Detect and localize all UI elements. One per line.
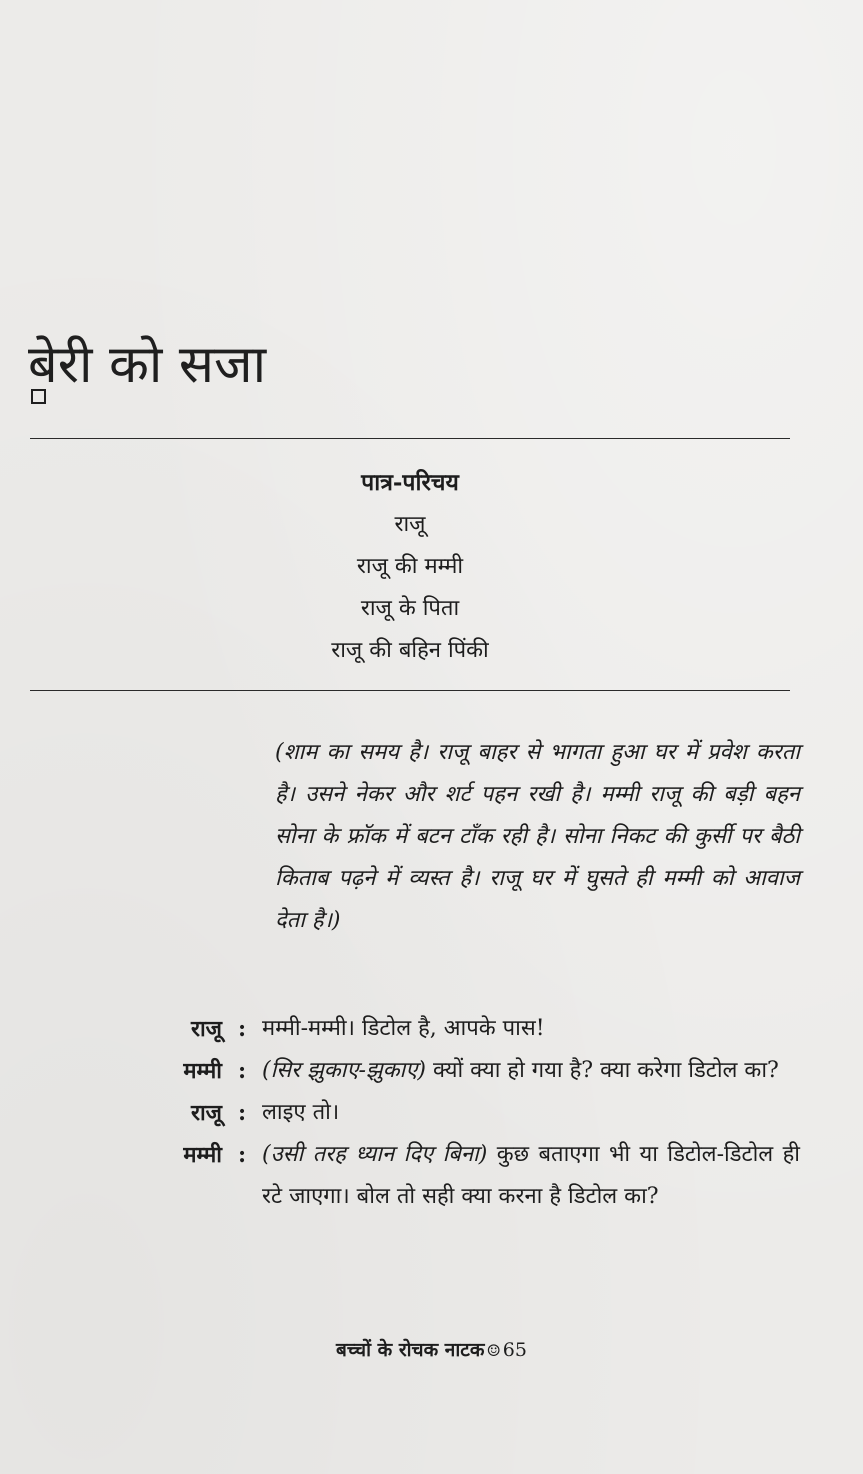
stage-direction: (शाम का समय है। राजू बाहर से भागता हुआ घर में प्रवेश करता है। उसने नेकर और शर्ट पहन रखी है। मम्मी राजू की बड़ी बहन सोना के फ्रॉक में बटन टाँक रही है। सोना निकट की कुर्सी पर बैठी किताब पढ़ने में व्यस्त है। राजू घर में घुसते ही मम्मी को आवाज देता है।): [275, 740, 800, 933]
cast-member: राजू की बहिन पिंकी: [331, 638, 489, 663]
speaker-colon: :: [237, 1142, 247, 1168]
speech-content: कुछ बताएगा भी या डिटोल-डिटोल ही रटे जाएगा। बोल तो सही क्या करना है डिटोल का?: [262, 1142, 800, 1209]
speech-text: [262, 1092, 800, 1134]
dialogue: [140, 1008, 800, 1218]
speech-content: मम्मी-मम्मी। डिटोल है, आपके पास!: [262, 1016, 545, 1041]
speaker-colon: :: [237, 1058, 247, 1084]
speaker-name: मम्मी: [183, 1058, 222, 1084]
smiley-icon: ☺: [486, 1341, 501, 1360]
page-number: 65: [502, 1339, 527, 1361]
play-title: बेरी को सजा: [28, 334, 267, 395]
cast-list: [200, 462, 620, 672]
dialogue-line: [140, 1050, 800, 1092]
speaker-colon: :: [237, 1100, 247, 1126]
speech-content: क्यों क्या हो गया है? क्या करेगा डिटोल का?: [432, 1058, 779, 1083]
speech-text: [262, 1008, 800, 1050]
cast-member: राजू की मम्मी: [356, 554, 464, 579]
speaker-name: राजू: [190, 1016, 222, 1042]
cast-member: राजू के पिता: [360, 596, 460, 621]
footer-book-title: बच्चों के रोचक नाटक: [336, 1339, 485, 1361]
speaker-colon: :: [237, 1016, 247, 1042]
speech-direction: (सिर झुकाए-झुकाए): [262, 1058, 426, 1083]
title-square-ornament: [31, 389, 46, 404]
cast-heading: पात्र-परिचय: [361, 469, 459, 496]
speech-content: लाइए तो।: [262, 1100, 340, 1125]
page-footer: [0, 1336, 863, 1362]
bottom-divider: [30, 690, 790, 691]
dialogue-line: [140, 1008, 800, 1050]
speech-text: [262, 1134, 800, 1218]
dialogue-line: [140, 1092, 800, 1134]
speaker-name: राजू: [190, 1100, 222, 1126]
speech-text: [262, 1050, 800, 1092]
cast-member: राजू: [394, 512, 426, 537]
speech-direction: (उसी तरह ध्यान दिए बिना): [262, 1142, 488, 1167]
dialogue-line: [140, 1134, 800, 1218]
speaker-name: मम्मी: [183, 1142, 222, 1168]
top-divider: [30, 438, 790, 439]
